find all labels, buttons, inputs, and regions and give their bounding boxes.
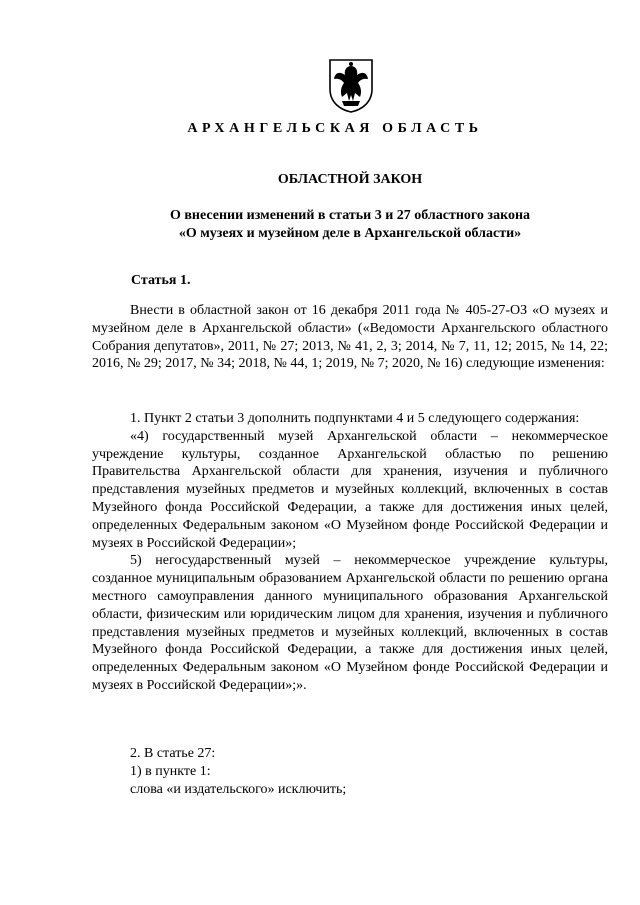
article-intro — [92, 302, 608, 373]
paragraph: «4) государственный музей Архангельской области – некоммерческое учреждение культуры, созданное Архангельской областью по решению Правительства Архангельской области для хранения, изучения и публичного представления музейных предметов и музейных коллекций, включенных в состав Музейного фонда Российской Федерации, а также для достижения иных целей, определенных Федеральным законом «О Музейном фонде Российской Федерации и музеях в Российской Федерации»; — [92, 428, 608, 551]
paragraph: 1. Пункт 2 статьи 3 дополнить подпунктами 4 и 5 следующего содержания: — [130, 411, 580, 426]
law-subject-line: «О музеях и музейном деле в Архангельской области» — [178, 225, 522, 241]
law-subject — [92, 207, 608, 242]
paragraph: слова «и издательского» исключить; — [130, 781, 347, 797]
document-type: ОБЛАСТНОЙ ЗАКОН — [277, 172, 423, 187]
law-subject-line: О внесении изменений в статьи 3 и 27 областного закона — [169, 208, 531, 223]
amendment-item-1 — [92, 410, 608, 695]
region-name: АРХАНГЕЛЬСКАЯ ОБЛАСТЬ — [187, 121, 483, 136]
article-title: Статья 1. — [131, 273, 191, 288]
paragraph: 1) в пункте 1: — [130, 763, 211, 779]
paragraph: 2. В статье 27: — [130, 746, 216, 761]
coat-of-arms-icon — [327, 57, 375, 113]
paragraph: Внести в областной закон от 16 декабря 2011 года № 405-27-ОЗ «О музеях и музейном деле в Архангельской области» («Ведомости Архангельского областного Собрания депутатов», 2011, № 27; 2013, № 41, 2, 3; 2014, № 7, 11, 12; 2015, № 14, 22; 2016, № 29; 2017, № 34; 2018, № 44, 1; 2019, № 7; 2020, № 16) следующие изменения: — [92, 303, 608, 372]
amendment-item-2 — [92, 745, 608, 798]
paragraph: 5) негосударственный музей – некоммерческое учреждение культуры, созданное муниципальным образованием Архангельской области по решению органа местного самоуправления данного муниципального образования Архангельской области, физическим или юридическим лицом для хранения, изучения и публичного представления музейных предметов и музейных коллекций, включенных в состав Музейного фонда Российской Федерации, а также для достижения иных целей, определенных Федеральным законом «О Музейном фонде Российской Федерации и музеях в Российской Федерации»;». — [92, 553, 608, 693]
